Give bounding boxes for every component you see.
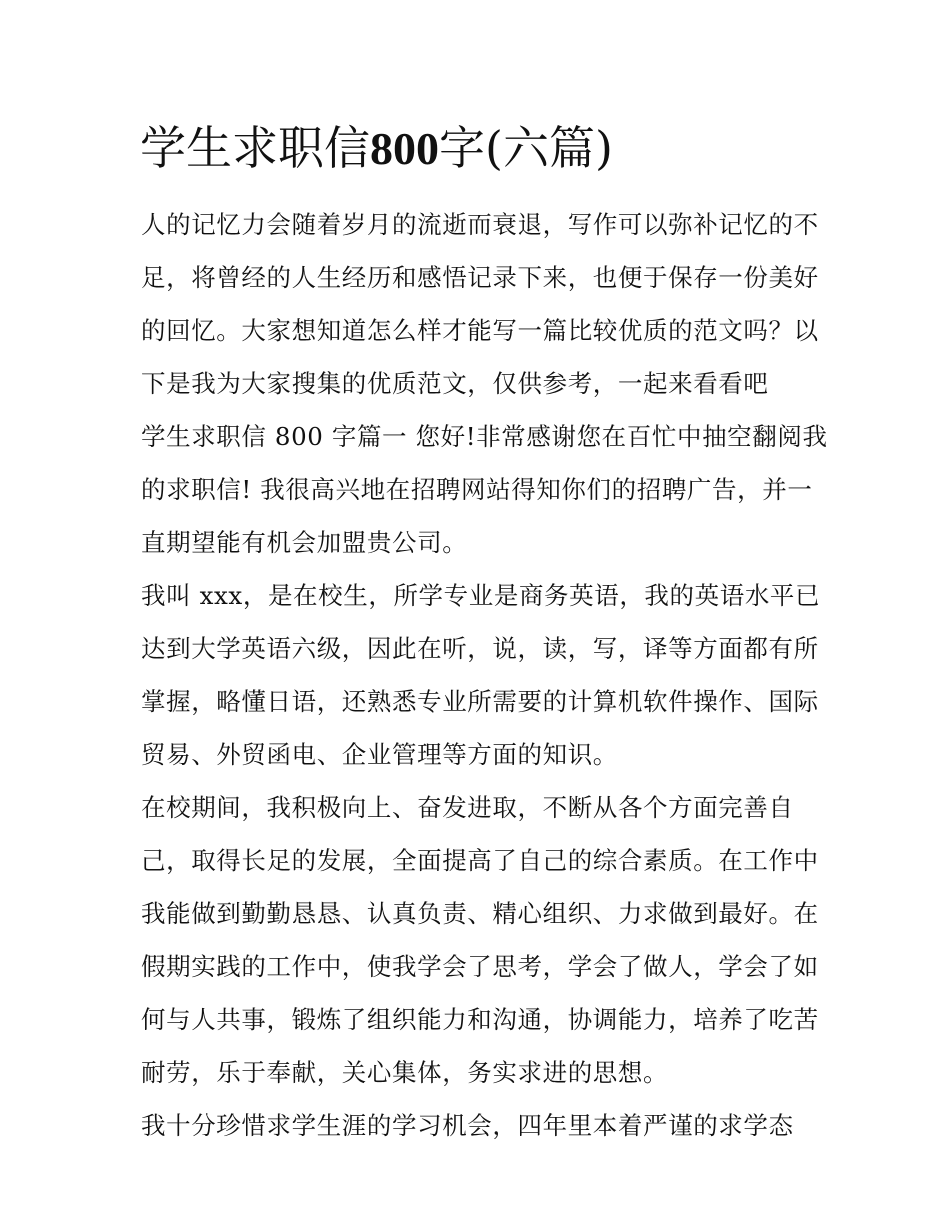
text-line: 贸易、外贸函电、企业管理等方面的知识。	[141, 740, 618, 769]
text-line: 在校期间，我积极向上、奋发进取，不断从各个方面完善自	[141, 793, 794, 822]
text-line: 学生求职信 800 字篇一 您好!非常感谢您在百忙中抽空翻阅我	[141, 422, 828, 451]
text-line: 耐劳，乐于奉献，关心集体，务实求进的思想。	[141, 1058, 669, 1087]
text-line: 己，取得长足的发展，全面提高了自己的综合素质。在工作中	[141, 846, 819, 875]
text-line: 人的记忆力会随着岁月的流逝而衰退，写作可以弥补记忆的不	[141, 210, 819, 239]
title-number: 800	[370, 123, 439, 174]
text-line: 下是我为大家搜集的优质范文，仅供参考，一起来看看吧	[141, 369, 769, 398]
text-line: 我叫 xxx，是在校生，所学专业是商务英语，我的英语水平已	[141, 581, 821, 610]
text-line: 直期望能有机会加盟贵公司。	[141, 528, 468, 557]
text-line: 足，将曾经的人生经历和感悟记录下来，也便于保存一份美好	[141, 263, 819, 292]
document-body	[141, 198, 828, 1152]
text-line: 达到大学英语六级，因此在听，说，读，写，译等方面都有所	[141, 634, 819, 663]
text-line: 假期实践的工作中，使我学会了思考，学会了做人，学会了如	[141, 952, 819, 981]
title-suffix: 字(六篇)	[439, 121, 613, 175]
page-title	[140, 113, 820, 184]
text-line: 的求职信! 我很高兴地在招聘网站得知你们的招聘广告，并一	[141, 475, 813, 504]
title-prefix: 学生求职信	[140, 121, 370, 175]
text-line: 我能做到勤勤恳恳、认真负责、精心组织、力求做到最好。在	[141, 899, 819, 928]
text-line: 的回忆。大家想知道怎么样才能写一篇比较优质的范文吗？以	[141, 316, 819, 345]
text-line: 何与人共事，锻炼了组织能力和沟通，协调能力，培养了吃苦	[141, 1005, 819, 1034]
text-line: 我十分珍惜求学生涯的学习机会，四年里本着严谨的求学态	[141, 1111, 794, 1140]
text-line: 掌握，略懂日语，还熟悉专业所需要的计算机软件操作、国际	[141, 687, 819, 716]
